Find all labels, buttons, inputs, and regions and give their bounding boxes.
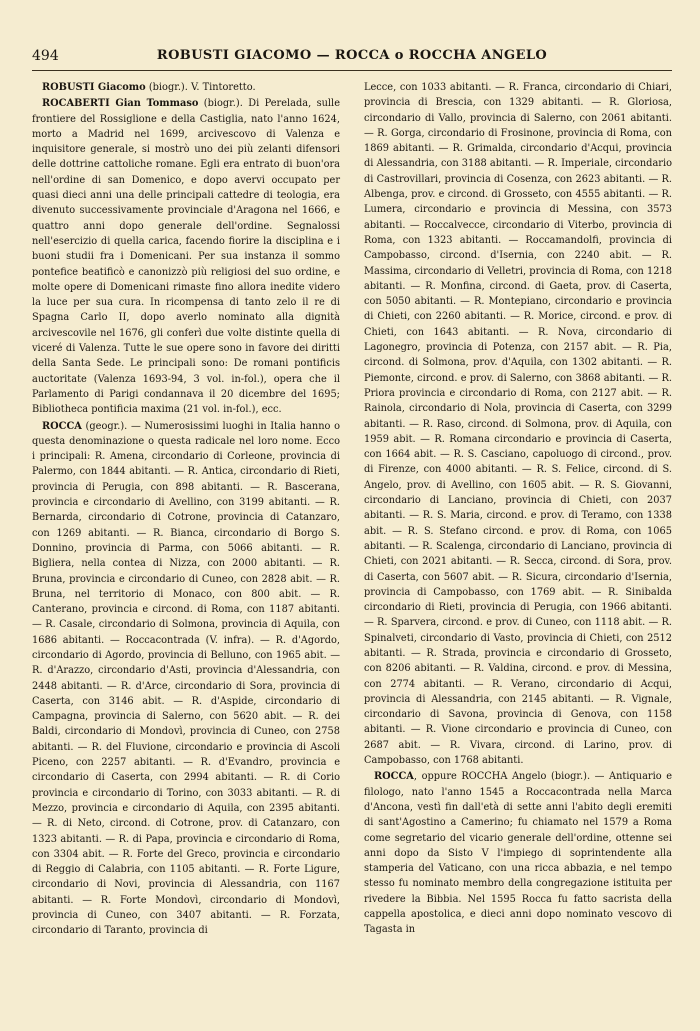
entry-robusti [32,80,340,95]
headword: ROCCA [42,420,82,432]
entry-text: (geogr.). — Numerosissimi luoghi in Italia hanno o questa denominazione o questa radicale nel loro nome. Ecco i principali: R. Amena, circondario di Corleone, provincia di Palermo, con 1844 abitanti. — R. Antica, circondario di Rieti, provincia di Perugia, con 898 abitanti. — R. Bascerana, provincia e circondario di Avellino, con 3199 abitanti. — R. Bernarda, circondario di Cotrone, provincia di Catanzaro, con 1269 abitanti. — R. Bianca, circondario di Borgo S. Donnino, provincia di Parma, con 5066 abitanti. — R. Bigliera, nella contea di Nizza, con 2000 abitanti. — R. Bruna, provincia e circondario di Cuneo, con 2828 abit. — R. Bruna, nel territorio di Monaco, con 800 abit. — R. Canterano, provincia e circond. di Roma, con 1187 abitanti. — R. Casale, circondario di Solmona, provincia di Aquila, con 1686 abitanti. — Roccacontrada (V. infra). — R. d'Agordo, circondario di Agordo, provincia di Belluno, con 1965 abit. — R. d'Arazzo, circondario d'Asti, provincia d'Alessandria, con 2448 abitanti. — R. d'Arce, circondario di Sora, provincia di Caserta, con 3146 abit. — R. d'Aspide, circondario di Campagna, provincia di Salerno, con 5620 abit. — R. dei Baldi, circondario di Mondovì, provincia di Cuneo, con 2758 abitanti. — R. del Fluvione, circondario e provincia di Ascoli Piceno, con 2257 abitanti. — R. d'Evandro, provincia e circondario di Caserta, con 2994 abitanti. — R. di Corio provincia e circondario di Torino, con 3033 abitanti. — R. di Mezzo, provincia e circondario di Aquila, con 2395 abitanti. — R. di Neto, circond. di Cotrone, prov. di Catanzaro, con 1323 abitanti. — R. di Papa, provincia e circondario di Roma, con 3304 abit. — R. Forte del Greco, provincia e circondario di Reggio di Calabria, con 1105 abitanti. — R. Forte Ligure, circondario di Novi, provincia di Alessandria, con 1167 abitanti. — R. Forte Mondovì, circondario di Mondovì, provincia di Cuneo, con 3407 abitanti. — R. Forzata, circondario di Taranto, provincia di [32,420,340,937]
entry-text: (biogr.). Di Perelada, sulle frontiere del Rossiglione e della Castiglia, nato l'anno 1624, morto a Madrid nel 1699, arcivescovo di Valenza e inquisitore generale, si mostrò uno dei più zelanti difensori delle dottrine cattoliche romane. Egli era entrato di buon'ora nell'ordine di san Domenico, e dopo avervi occupato per quasi dieci anni una delle principali cattedre di teologia, era divenuto successivamente provinciale d'Aragona nel 1666, e quattro anni dopo generale dell'ordine. Segnalossi nell'esercizio di quella carica, facendo fiorire la disciplina e i buoni studii fra i Domenicani. Per sua instanza il sommo pontefice beatificò e canonizzò più religiosi del suo ordine, e molte opere di Domenicani rimaste fino allora inedite videro la luce per sua cura. In ricompensa di tanto zelo il re di Spagna Carlo II, dopo averlo nominato alla dignità arcivescovile nel 1676, gli conferì due volte distinte quella di viceré di Valenza. Tutte le sue opere sono in favore dei diritti della Santa Sede. Le principali sono: De romani pontificis auctoritate (Valenza 1693-94, 3 vol. in-fol.), opera che il Parlamento di Parigi condannava il 20 dicembre del 1695; Bibliotheca pontificia maxima (21 vol. in-fol.), ecc. [32,98,340,416]
entry-rocaberti [32,96,340,417]
text-columns [32,80,672,992]
page-number: 494 [32,48,59,64]
running-head: ROBUSTI GIACOMO — ROCCA o ROCCHA ANGELO [156,48,548,63]
entry-rocca-geogr-continued [364,80,672,768]
left-column [32,80,340,992]
page-header [32,46,672,71]
headword: ROCCA [374,771,414,783]
entry-text: Lecce, con 1033 abitanti. — R. Franca, circondario di Chiari, provincia di Brescia, con 1329 abitanti. — R. Gloriosa, circondario di Vallo, provincia di Salerno, con 2061 abitanti. — R. Gorga, circondario di Frosinone, provincia di Roma, con 1869 abitanti. — R. Grimalda, circondario d'Acqui, provincia di Alessandria, con 3188 abitanti. — R. Imperiale, circondario di Castrovillari, provincia di Cosenza, con 2623 abitanti. — R. Albenga, prov. e circond. di Grosseto, con 4555 abitanti. — R. Lumera, circondario e provincia di Messina, con 3573 abitanti. — Roccalvecce, circondario di Viterbo, provincia di Roma, con 1323 abitanti. — Roccamandolfi, provincia di Campobasso, circond. d'Isernia, con 2240 abit. — R. Massima, circondario di Velletri, provincia di Roma, con 1218 abitanti. — R. Monfina, circond. di Gaeta, prov. di Caserta, con 5050 abitanti. — R. Montepiano, circondario e provincia di Chieti, con 2260 abitanti. — R. Morice, circond. e prov. di Chieti, con 1643 abitanti. — R. Nova, circondario di Lagonegro, provincia di Potenza, con 2157 abit. — R. Pia, circond. di Solmona, prov. d'Aquila, con 1302 abitanti. — R. Piemonte, circond. e prov. di Salerno, con 3868 abitanti. — R. Priora provincia e circondario di Roma, con 2127 abit. — R. Rainola, circondario di Nola, provincia di Caserta, con 3299 abitanti. — R. Raso, circond. di Solmona, prov. di Aquila, con 1959 abit. — R. Romana circondario e provincia di Caserta, con 1664 abit. — R. S. Casciano, capoluogo di circond., prov. di Firenze, con 4000 abitanti. — R. S. Felice, circond. di S. Angelo, prov. di Avellino, con 1605 abit. — R. S. Giovanni, circondario di Lanciano, provincia di Chieti, con 2037 abitanti. — R. S. Maria, circond. e prov. di Teramo, con 1338 abit. — R. S. Stefano circond. e prov. di Roma, con 1065 abitanti. — R. Scalenga, circondario di Lanciano, provincia di Chieti, con 2021 abitanti. — R. Secca, circond. di Sora, prov. di Caserta, con 5607 abit. — R. Sicura, circondario d'Isernia, provincia di Campobasso, con 1769 abit. — R. Sinibalda circondario di Rieti, provincia di Perugia, con 1966 abitanti. — R. Sparvera, circond. e prov. di Cuneo, con 1118 abit. — R. Spinalveti, circondario di Vasto, provincia di Chieti, con 2512 abitanti. — R. Strada, provincia e circondario di Grosseto, con 8206 abitanti. — R. Valdina, circond. e prov. di Messina, con 2774 abitanti. — R. Verano, circondario di Acqui, provincia di Alessandria, con 2145 abitanti. — R. Vignale, circondario di Savona, provincia di Genova, con 1158 abitanti. — R. Vione circondario e provincia di Cuneo, con 2687 abit. — R. Vivara, circond. di Larino, prov. di Campobasso, con 1768 abitanti. [364,82,672,767]
entry-rocca-angelo [364,769,672,937]
entry-text: , oppure ROCCHA Angelo (biogr.). — Antiquario e filologo, nato l'anno 1545 a Roccacontrada nella Marca d'Ancona, vestì fin dall'età di sette anni l'abito degli eremiti di sant'Agostino a Camerino; fu chiamato nel 1579 a Roma come segretario del vicario generale dell'ordine, ottenne sei anni dopo da Sisto V l'impiego di soprintendente alla stamperia del Vaticano, con una ricca abbazia, e nel tempo stesso fu nominato membro della congregazione istituita per rivedere la Bibbia. Nel 1595 Rocca fu fatto sacrista della cappella apostolica, e dieci anni dopo nominato vescovo di Tagasta in [364,771,672,936]
right-column [364,80,672,992]
entry-text: (biogr.). V. Tintoretto. [145,82,256,93]
headword: ROCABERTI Gian Tommaso [42,98,199,110]
headword: ROBUSTI Giacomo [42,82,146,93]
entry-rocca-geogr [32,419,340,939]
